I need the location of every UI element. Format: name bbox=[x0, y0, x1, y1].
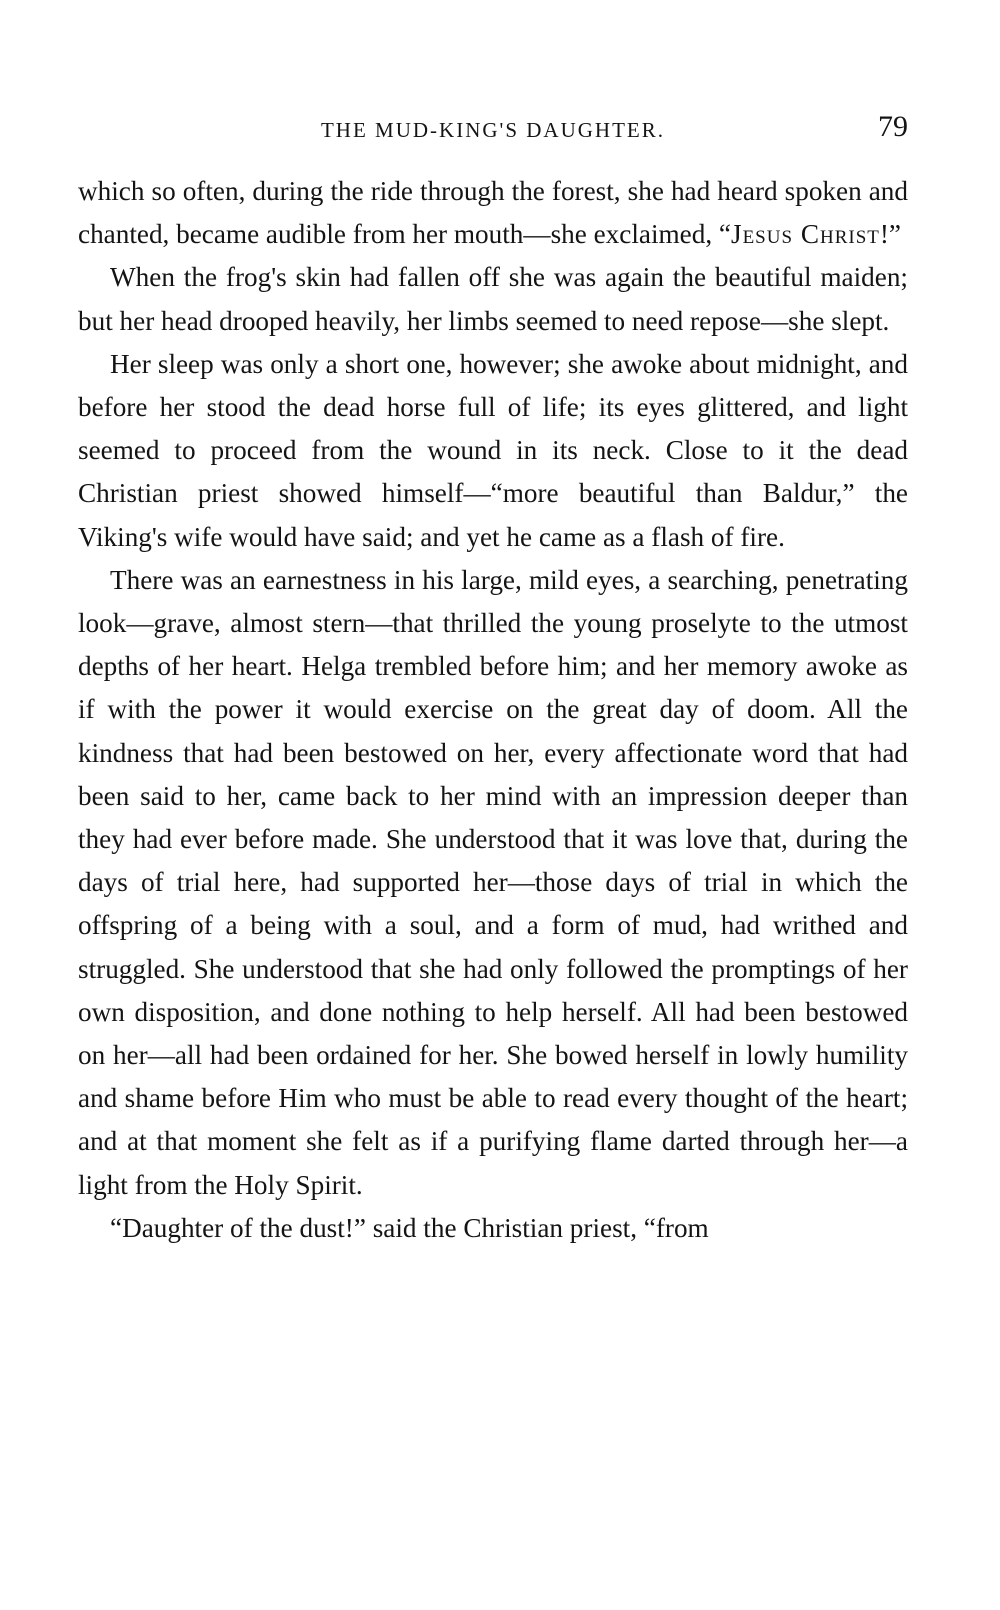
page-number: 79 bbox=[878, 110, 908, 143]
paragraph-4: There was an earnestness in his large, mild eyes, a searching, penetrating look—grave, almost stern—that thrilled the young proselyte to the utmost depths of her heart. Helga trembled before him; and her memory awoke as if with the power it would exercise on the great day of doom. All the kindness that had been bestowed on her, every affectionate word that had been said to her, came back to her mind with an impression deeper than they had ever before made. She understood that it was love that, during the days of trial here, had supported her—those days of trial in which the offspring of a being with a soul, and a form of mud, had writhed and struggled. She understood that she had only followed the promptings of her own disposition, and done nothing to help herself. All had been bestowed on her—all had been ordained for her. She bowed herself in lowly humility and shame before Him who must be able to read every thought of the heart; and at that moment she felt as if a purifying flame darted through her—a light from the Holy Spirit. bbox=[78, 564, 908, 1200]
paragraph-2: When the frog's skin had fallen off she was again the beautiful maiden; but her head drooped heavily, her limbs seemed to need repose—she slept. bbox=[78, 262, 908, 336]
paragraph-1 bbox=[78, 170, 908, 256]
paragraph-3: Her sleep was only a short one, however; she awoke about midnight, and before her stood the dead horse full of life; its eyes glittered, and light seemed to proceed from the wound in its neck. Close to it the dead Christian priest showed himself—“more beautiful than Baldur,” the Viking's wife would have said; and yet he came as a flash of fire. bbox=[78, 348, 908, 552]
text-body bbox=[78, 170, 908, 1250]
paragraph-1-end: !” bbox=[879, 219, 901, 250]
paragraph-1-text: which so often, during the ride through the forest, she had heard spoken and chanted, became audible from her mouth—she exclaimed, “ bbox=[78, 176, 908, 250]
paragraph-5: “Daughter of the dust!” said the Christian priest, “from bbox=[110, 1212, 709, 1243]
running-head bbox=[78, 110, 908, 150]
running-title: THE MUD-KING'S DAUGHTER. bbox=[320, 118, 665, 142]
emphasis-jesus-christ: Jesus Christ bbox=[731, 219, 880, 250]
